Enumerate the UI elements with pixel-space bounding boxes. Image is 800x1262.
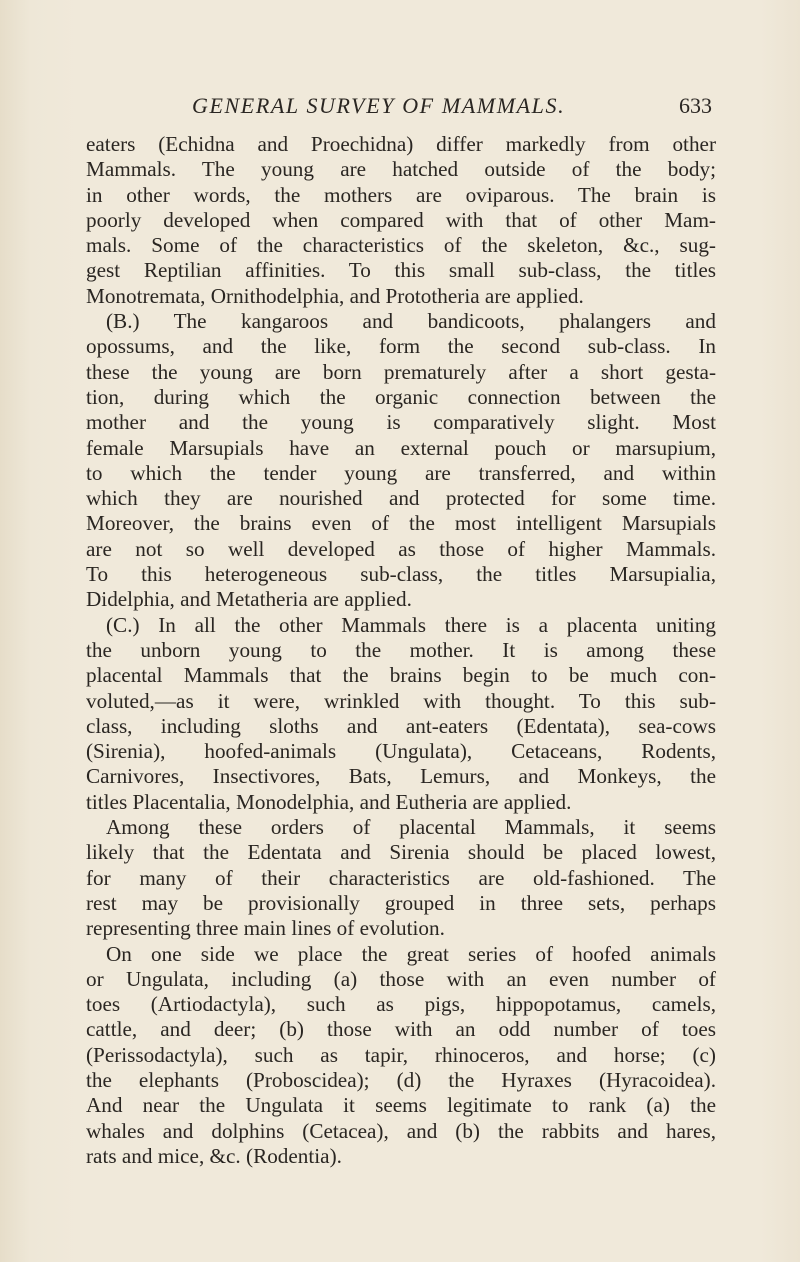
text-line: Carnivores, Insectivores, Bats, Lemurs, and Monkeys, the <box>86 764 716 789</box>
text-line: whales and dolphins (Cetacea), and (b) the rabbits and hares, <box>86 1118 716 1143</box>
text-line: for many of their characteristics are old-fashioned. The <box>86 865 716 890</box>
text-line: rats and mice, &c. (Rodentia). <box>86 1143 342 1168</box>
text-line: (B.) The kangaroos and bandicoots, phalangers and <box>106 309 716 334</box>
text-line: voluted,—as it were, wrinkled with thought. To this sub- <box>86 688 716 713</box>
body-text <box>86 132 716 1212</box>
text-line: titles Placentalia, Monodelphia, and Eutheria are applied. <box>86 789 572 814</box>
text-line: placental Mammals that the brains begin to be much con- <box>86 663 716 688</box>
text-line: likely that the Edentata and Sirenia should be placed lowest, <box>86 840 716 865</box>
text-line: poorly developed when compared with that of other Mam- <box>86 207 716 232</box>
text-line: Moreover, the brains even of the most intelligent Marsupials <box>86 511 716 536</box>
page-header <box>192 93 712 123</box>
text-line: eaters (Echidna and Proechidna) differ markedly from other <box>86 132 716 156</box>
text-line: female Marsupials have an external pouch or marsupium, <box>86 435 716 460</box>
text-line: (Perissodactyla), such as tapir, rhinoceros, and horse; (c) <box>86 1042 716 1067</box>
text-line: Didelphia, and Metatheria are applied. <box>86 587 412 612</box>
text-line: the unborn young to the mother. It is among these <box>86 637 716 662</box>
text-line: opossums, and the like, form the second sub-class. In <box>86 334 716 359</box>
text-line: the elephants (Proboscidea); (d) the Hyraxes (Hyracoidea). <box>86 1067 716 1092</box>
text-line: toes (Artiodactyla), such as pigs, hippopotamus, camels, <box>86 992 716 1017</box>
text-line: (Sirenia), hoofed-animals (Ungulata), Cetaceans, Rodents, <box>86 739 716 764</box>
text-line: mother and the young is comparatively slight. Most <box>86 410 716 435</box>
text-line: mals. Some of the characteristics of the skeleton, &c., sug- <box>86 233 716 258</box>
text-line: rest may be provisionally grouped in three sets, perhaps <box>86 890 716 915</box>
text-line: And near the Ungulata it seems legitimate to rank (a) the <box>86 1093 716 1118</box>
text-line: are not so well developed as those of higher Mammals. <box>86 536 716 561</box>
text-line: cattle, and deer; (b) those with an odd number of toes <box>86 1017 716 1042</box>
running-head: GENERAL SURVEY OF MAMMALS. <box>192 93 566 118</box>
text-line: these the young are born prematurely after a short gesta- <box>86 359 716 384</box>
text-line: (C.) In all the other Mammals there is a placenta uniting <box>106 612 716 637</box>
page-number: 633 <box>679 93 712 118</box>
text-line: To this heterogeneous sub-class, the titles Marsupialia, <box>86 562 716 587</box>
text-line: class, including sloths and ant-eaters (Edentata), sea-cows <box>86 713 716 738</box>
text-line: Mammals. The young are hatched outside of the body; <box>86 157 716 182</box>
text-line: Monotremata, Ornithodelphia, and Prototheria are applied. <box>86 283 584 308</box>
text-line: or Ungulata, including (a) those with an even number of <box>86 966 716 991</box>
text-line: tion, during which the organic connection between the <box>86 384 716 409</box>
text-line: in other words, the mothers are oviparous. The brain is <box>86 182 716 207</box>
text-line: gest Reptilian affinities. To this small sub-class, the titles <box>86 258 716 283</box>
text-line: which they are nourished and protected for some time. <box>86 486 716 511</box>
text-line: On one side we place the great series of hoofed animals <box>106 941 716 966</box>
text-line: to which the tender young are transferred, and within <box>86 460 716 485</box>
text-line: representing three main lines of evolution. <box>86 916 445 941</box>
text-line: Among these orders of placental Mammals, it seems <box>106 815 716 840</box>
